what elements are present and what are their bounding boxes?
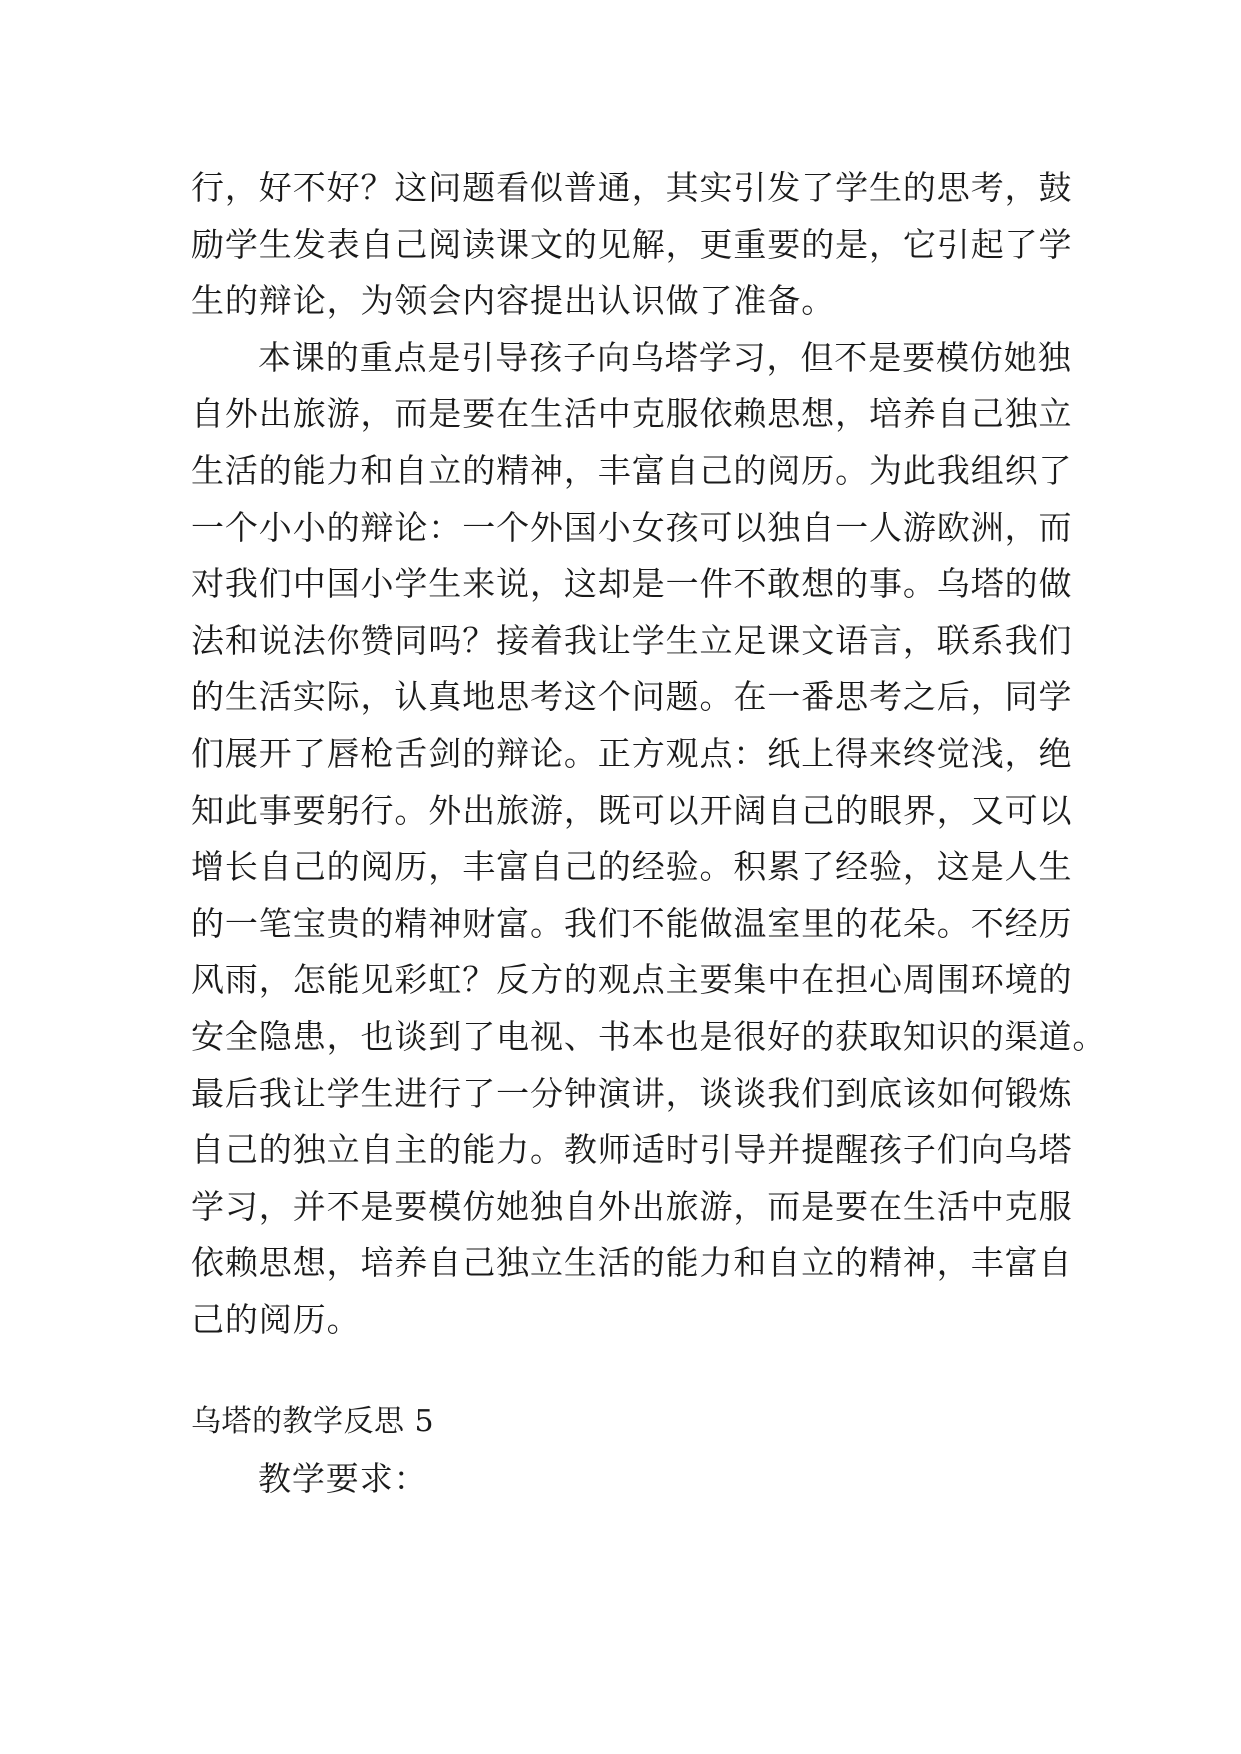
text-line: 知此事要躬行。外出旅游，既可以开阔自己的眼界，又可以	[191, 790, 1073, 830]
text-line: 的生活实际，认真地思考这个问题。在一番思考之后，同学	[191, 677, 1073, 717]
text-line: 风雨，怎能见彩虹？反方的观点主要集中在担心周围环境的	[191, 960, 1073, 1000]
text-line: 自己的独立自主的能力。教师适时引导并提醒孩子们向乌塔	[191, 1130, 1073, 1170]
text-line: 己的阅历。	[191, 1299, 361, 1339]
text-line: 生活的能力和自立的精神，丰富自己的阅历。为此我组织了	[191, 450, 1073, 490]
text-line: 增长自己的阅历，丰富自己的经验。积累了经验，这是人生	[191, 847, 1073, 887]
text-line: 的一笔宝贵的精神财富。我们不能做温室里的花朵。不经历	[191, 903, 1073, 943]
text-line: 们展开了唇枪舌剑的辩论。正方观点：纸上得来终觉浅，绝	[191, 733, 1073, 773]
text-line: 最后我让学生进行了一分钟演讲，谈谈我们到底该如何锻炼	[191, 1073, 1073, 1113]
text-line: 安全隐患，也谈到了电视、书本也是很好的获取知识的渠道。	[191, 1016, 1107, 1056]
text-line: 行，好不好？这问题看似普通，其实引发了学生的思考，鼓	[191, 168, 1073, 207]
subheading: 教学要求：	[258, 1459, 428, 1499]
text-line: 学习，并不是要模仿她独自外出旅游，而是要在生活中克服	[191, 1186, 1073, 1226]
document-page	[191, 160, 1107, 1508]
text-line: 法和说法你赞同吗？接着我让学生立足课文语言，联系我们	[191, 620, 1073, 660]
text-line: 依赖思想，培养自己独立生活的能力和自立的精神，丰富自	[191, 1243, 1073, 1283]
text-line: 励学生发表自己阅读课文的见解，更重要的是，它引起了学	[191, 224, 1073, 264]
text-line: 生的辩论，为领会内容提出认识做了准备。	[191, 281, 836, 321]
text-line: 对我们中国小学生来说，这却是一件不敢想的事。乌塔的做	[191, 564, 1073, 604]
paragraph-2	[191, 330, 1107, 1349]
section-spacer	[191, 1348, 1051, 1394]
text-line: 一个小小的辩论：一个外国小女孩可以独自一人游欧洲，而	[191, 507, 1073, 547]
section-heading: 乌塔的教学反思 5	[191, 1404, 435, 1440]
text-line: 本课的重点是引导孩子向乌塔学习，但不是要模仿她独	[258, 337, 1072, 377]
text-line: 自外出旅游，而是要在生活中克服依赖思想，培养自己独立	[191, 394, 1073, 434]
paragraph-1	[191, 160, 1073, 330]
